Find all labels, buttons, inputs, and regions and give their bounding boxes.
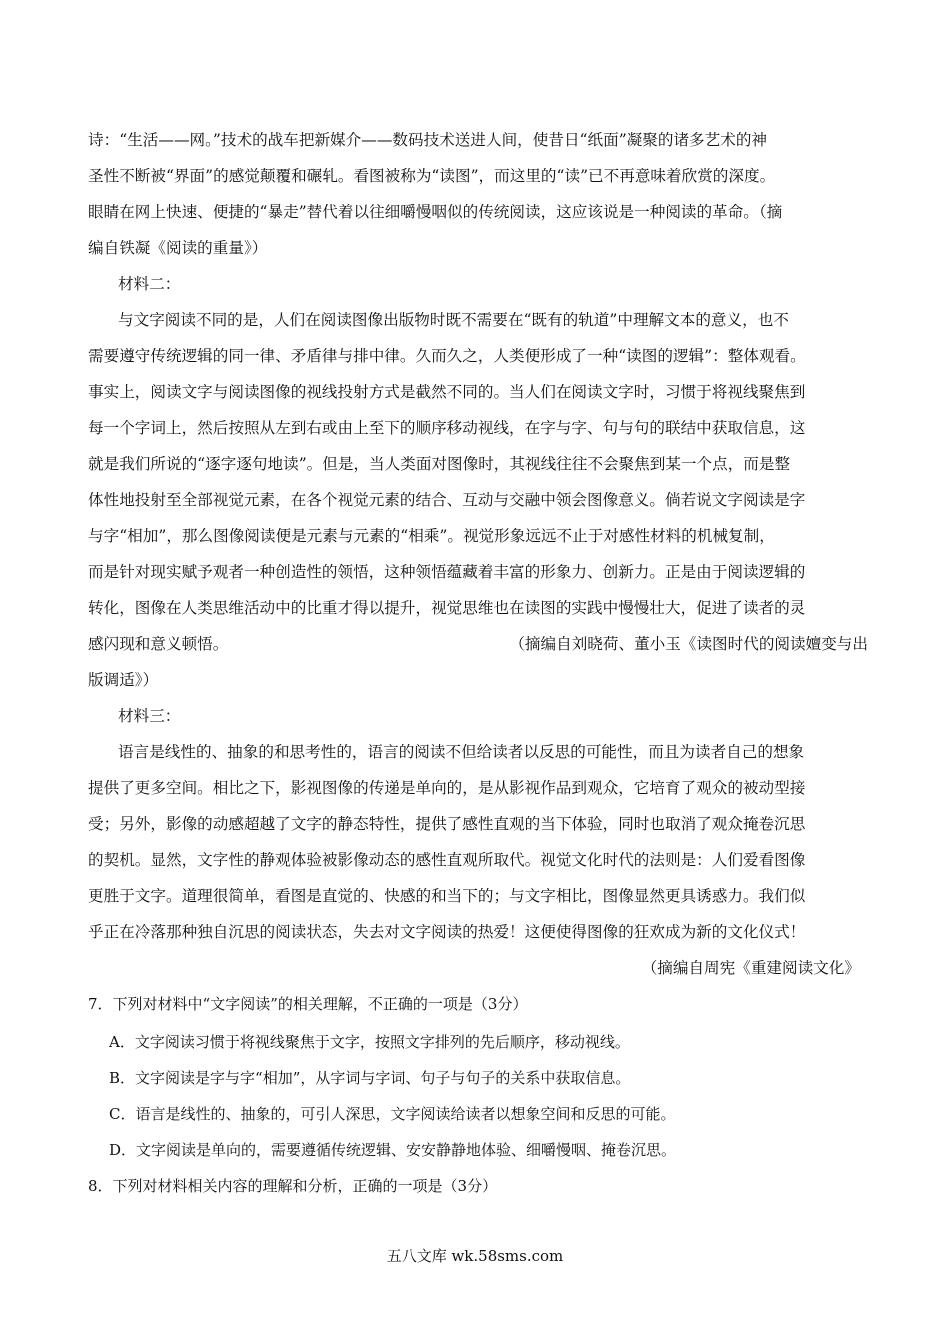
question7-option-b: B．文字阅读是字与字“相加”，从字词与字词、句子与句子的关系中获取信息。 — [109, 1069, 631, 1087]
question8-stem: 8．下列对材料相关内容的理解和分析，正确的一项是（3分） — [88, 1177, 498, 1195]
question7-stem — [88, 994, 868, 1014]
question7-option-c: C．语言是线性的、抽象的，可引人深思，文字阅读给读者以想象空间和反思的可能。 — [109, 1105, 676, 1123]
material3-line-6: 乎正在冷落那种独自沉思的阅读状态，失去对文字阅读的热爱！这便使得图像的狂欢成为新的文化仪式！ — [88, 923, 806, 941]
question7-option-d: D．文字阅读是单向的，需要遵循传统逻辑、安安静静地体验、细嚼慢咽、掩卷沉思。 — [109, 1141, 677, 1159]
material1-line-1: 诗：“生活——网。”技术的战车把新媒介——数码技术送进人间，使昔日“纸面”凝聚的诸多艺术的神 — [88, 131, 768, 149]
question7-prefix: 7．下列对材料中“文字阅读”的相关理解， — [88, 995, 368, 1013]
material3-heading: 材料三： — [118, 707, 181, 725]
material3-line-1: 语言是线性的、抽象的和思考性的，语言的阅读不但给读者以反思的可能性，而且为读者自己的想象 — [118, 743, 805, 761]
material2-line-1: 与文字阅读不同的是，人们在阅读图像出版物时既不需要在“既有的轨道”中理解文本的意义，也不 — [118, 311, 789, 329]
material1-line-3: 眼睛在网上快速、便捷的“暴走”替代着以往细嚼慢咽似的传统阅读，这应该说是一种阅读的革命。（摘 — [88, 203, 783, 221]
material2-line-5: 就是我们所说的“逐字逐句地读”。但是，当人类面对图像时，其视线往往不会聚焦到某一个点，而是整 — [88, 455, 791, 473]
page-footer: 五八文库 wk.58sms.com — [386, 1247, 564, 1265]
question7-suffix: 确的一项是（3分） — [397, 995, 528, 1013]
material2-heading: 材料二： — [118, 275, 181, 293]
material1-line-2: 圣性不断被“界面”的感觉颠覆和碾轧。看图被称为“读图”，而这里的“读”已不再意味着欣赏的深度。 — [88, 167, 776, 185]
material2-line-2: 需要遵守传统逻辑的同一律、矛盾律与排中律。久而久之，人类便形成了一种“读图的逻辑”：整体观看。 — [88, 347, 806, 365]
material2-citation-end: 版调适》） — [88, 671, 159, 689]
material3-line-5: 更胜于文字。道理很简单，看图是直觉的、快感的和当下的；与文字相比，图像显然更具诱惑力。我们似 — [88, 887, 806, 905]
material2-last-text: 感闪现和意义顿悟。 — [88, 635, 229, 653]
material1-line-4: 编自铁凝《阅读的重量》） — [88, 239, 268, 257]
material3-line-2: 提供了更多空间。相比之下，影视图像的传递是单向的，是从影视作品到观众，它培育了观众的被动型接 — [88, 779, 806, 797]
material3-line-4: 的契机。显然，文字性的静观体验被影像动态的感性直观所取代。视觉文化时代的法则是：人们爱看图像 — [88, 851, 806, 869]
material2-line-9: 转化，图像在人类思维活动中的比重才得以提升，视觉思维也在读图的实践中慢慢壮大，促进了读者的灵 — [88, 599, 806, 617]
emphasis-dot-1: 不 — [367, 995, 383, 1013]
material2-last-line — [88, 634, 868, 654]
material3-citation: （摘编自周宪《重建阅读文化》 — [641, 959, 860, 977]
material2-line-4: 每一个字词上，然后按照从左到右或由上至下的顺序移动视线，在字与字、句与句的联结中获取信息，这 — [88, 419, 806, 437]
emphasis-dot-2: 正 — [382, 995, 398, 1013]
material2-line-6: 体性地投射至全部视觉元素，在各个视觉元素的结合、互动与交融中领会图像意义。倘若说文字阅读是字 — [88, 491, 806, 509]
material2-line-7: 与字“相加”，那么图像阅读便是元素与元素的“相乘”。视觉形象远远不止于对感性材料的机械复制， — [88, 527, 775, 545]
material3-line-3: 受；另外，影像的动感超越了文字的静态特性，提供了感性直观的当下体验，同时也取消了观众掩卷沉思 — [88, 815, 806, 833]
material2-citation: （摘编自刘晓荷、董小玉《读图时代的阅读嬗变与出 — [509, 635, 868, 653]
material2-line-8: 而是针对现实赋予观者一种创造性的领悟，这种领悟蕴藏着丰富的形象力、创新力。正是由于阅读逻辑的 — [88, 563, 806, 581]
material2-line-3: 事实上，阅读文字与阅读图像的视线投射方式是截然不同的。当人们在阅读文字时，习惯于将视线聚焦到 — [88, 383, 806, 401]
question7-option-a: A．文字阅读习惯于将视线聚焦于文字，按照文字排列的先后顺序，移动视线。 — [109, 1033, 630, 1051]
